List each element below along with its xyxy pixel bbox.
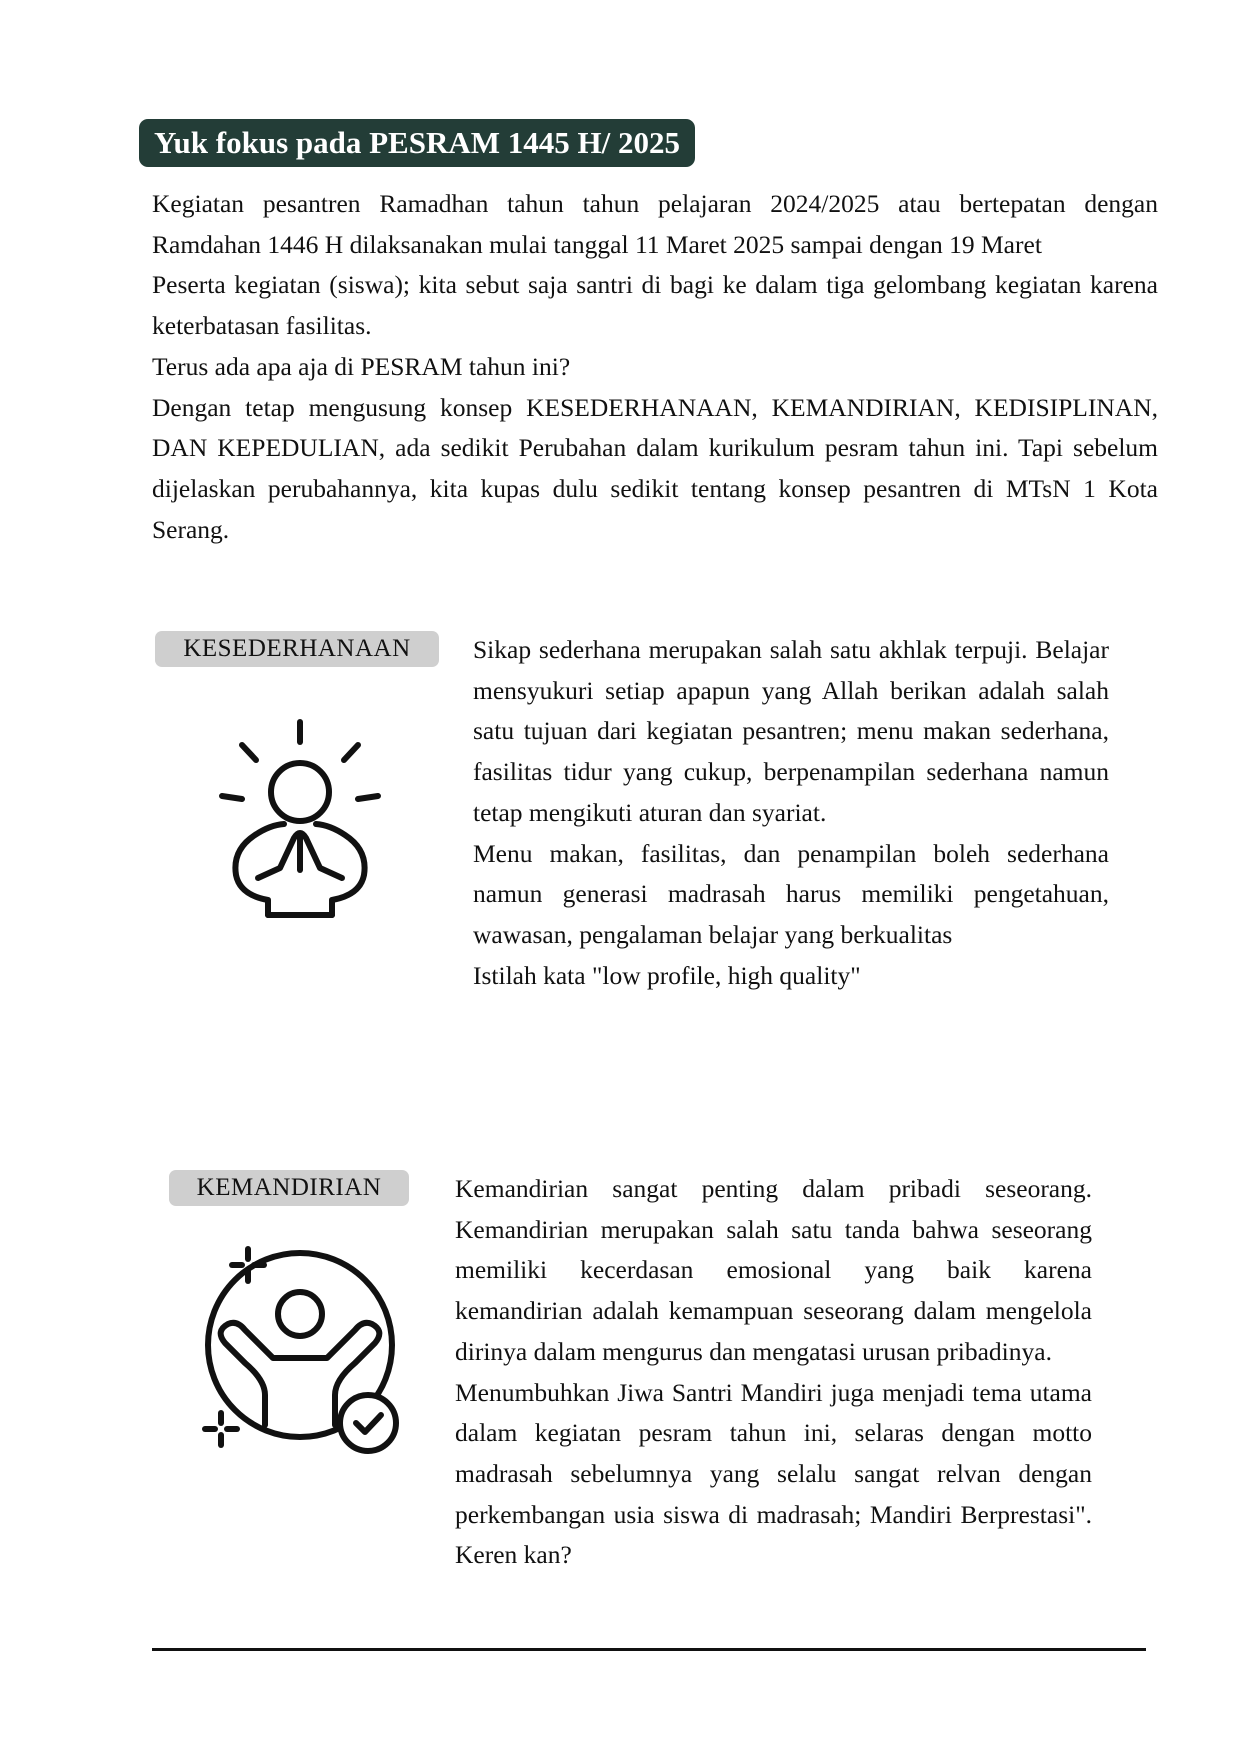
praying-person-icon — [210, 710, 390, 945]
section-label-kesederhanaan: KESEDERHANAAN — [155, 631, 439, 667]
section-paragraph: Kemandirian sangat penting dalam pribadi seseorang. Kemandirian merupakan salah satu tanda bahwa seseorang memiliki kecerdasan emosional yang baik karena kemandirian adalah kemampuan seseorang dalam mengelola dirinya dalam mengurus dan mengatasi urusan pribadinya. — [455, 1174, 1092, 1366]
section-label-kemandirian: KEMANDIRIAN — [169, 1170, 409, 1206]
section-paragraph: Sikap sederhana merupakan salah satu akhlak terpuji. Belajar mensyukuri setiap apapun yang Allah berikan adalah salah satu tujuan dari kegiatan pesantren; menu makan sederhana, fasilitas tidur yang cukup, berpenampilan sederhana namun tetap mengikuti aturan dan syariat. — [473, 635, 1109, 827]
section-text-kesederhanaan — [473, 630, 1109, 996]
intro-paragraph: Peserta kegiatan (siswa); kita sebut saja santri di bagi ke dalam tiga gelombang kegiatan karena keterbatasan fasilitas. — [152, 270, 1158, 341]
section-text-kemandirian — [455, 1169, 1092, 1576]
intro-paragraph: Kegiatan pesantren Ramadhan tahun tahun pelajaran 2024/2025 atau bertepatan dengan Ramdahan 1446 H dilaksanakan mulai tanggal 11 Maret 2025 sampai dengan 19 Maret — [152, 189, 1158, 259]
intro-paragraph: Terus ada apa aja di PESRAM tahun ini? — [152, 351, 571, 381]
section-paragraph: Istilah kata "low profile, high quality" — [473, 960, 861, 990]
independent-person-check-icon — [195, 1245, 410, 1465]
intro-text — [152, 184, 1158, 550]
page-title: Yuk fokus pada PESRAM 1445 H/ 2025 — [139, 119, 695, 167]
intro-paragraph: Dengan tetap mengusung konsep KESEDERHANAAN, KEMANDIRIAN, KEDISIPLINAN, DAN KEPEDULIAN, ada sedikit Perubahan dalam kurikulum pesram tahun ini. Tapi sebelum dijelaskan perubahannya, kita kupas dulu sedikit tentang konsep pesantren di MTsN 1 Kota Serang. — [152, 392, 1158, 544]
bottom-divider — [152, 1648, 1146, 1651]
section-paragraph: Menu makan, fasilitas, dan penampilan boleh sederhana namun generasi madrasah harus memiliki pengetahuan, wawasan, pengalaman belajar yang berkualitas — [473, 838, 1109, 949]
section-paragraph: Menumbuhkan Jiwa Santri Mandiri juga menjadi tema utama dalam kegiatan pesram tahun ini, selaras dengan motto madrasah sebelumnya yang selalu sangat relvan dengan perkembangan usia siswa di madrasah; Mandiri Berprestasi". Keren kan? — [455, 1377, 1092, 1570]
